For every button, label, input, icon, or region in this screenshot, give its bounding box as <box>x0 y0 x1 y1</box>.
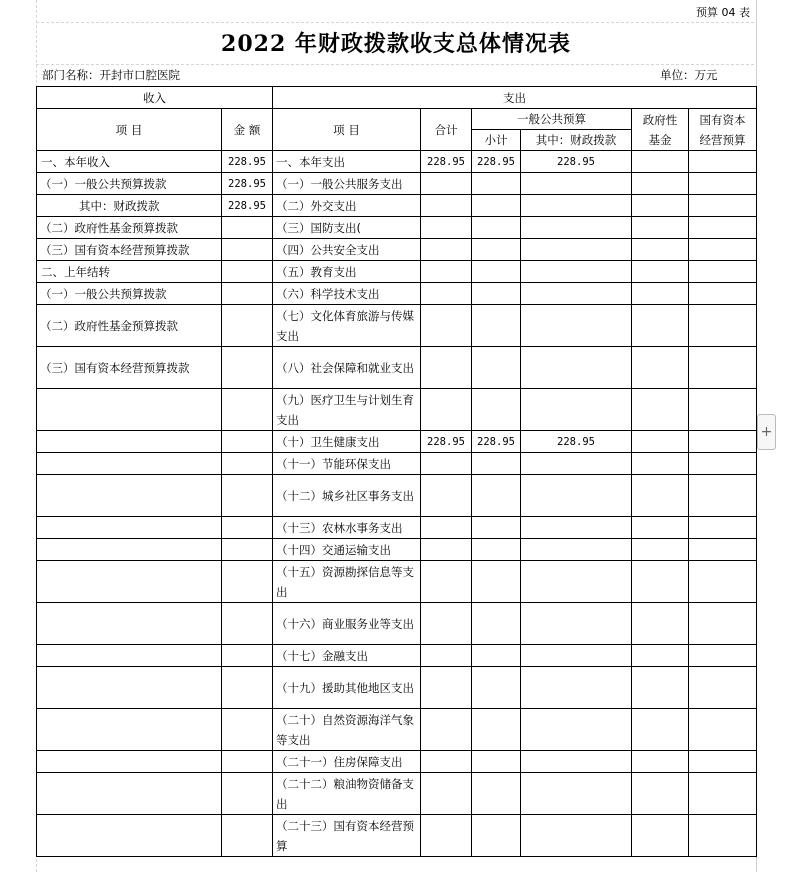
income-item-header: 项 目 <box>37 109 222 151</box>
income-amount-cell <box>222 709 273 751</box>
state-capital-cell <box>689 239 757 261</box>
fiscal-cell <box>521 773 632 815</box>
subtotal-cell <box>472 815 521 857</box>
state-capital-cell <box>689 667 757 709</box>
fiscal-cell <box>521 645 632 667</box>
income-item-cell <box>37 751 222 773</box>
state-capital-cell <box>689 305 757 347</box>
income-amount-cell: 228.95 <box>222 173 273 195</box>
expense-item-cell: （一）一般公共服务支出 <box>273 173 421 195</box>
total-cell <box>421 475 472 517</box>
income-item-cell: （一）一般公共预算拨款 <box>37 283 222 305</box>
income-amount-cell <box>222 261 273 283</box>
table-row <box>37 347 757 389</box>
total-cell <box>421 603 472 645</box>
subtotal-cell <box>472 239 521 261</box>
subtotal-cell <box>472 305 521 347</box>
income-item-cell <box>37 815 222 857</box>
income-amount-cell <box>222 539 273 561</box>
state-capital-header-line1: 国有资本 <box>699 112 746 127</box>
expense-item-cell: （十）卫生健康支出 <box>273 431 421 453</box>
gov-fund-header <box>632 109 689 151</box>
fiscal-cell <box>521 283 632 305</box>
income-amount-cell <box>222 453 273 475</box>
total-cell <box>421 667 472 709</box>
income-amount-cell <box>222 239 273 261</box>
gov-fund-cell <box>632 217 689 239</box>
fiscal-cell <box>521 389 632 431</box>
gov-fund-cell <box>632 261 689 283</box>
department-name: 部门名称：开封市口腔医院 <box>42 68 180 82</box>
state-capital-cell <box>689 561 757 603</box>
table-row <box>37 151 757 173</box>
gov-fund-cell <box>632 431 689 453</box>
total-cell <box>421 239 472 261</box>
total-cell <box>421 389 472 431</box>
state-capital-cell <box>689 431 757 453</box>
expense-item-cell: （二十）自然资源海洋气象等支出 <box>273 709 421 751</box>
subtotal-cell <box>472 517 521 539</box>
subtotal-cell <box>472 347 521 389</box>
total-cell <box>421 173 472 195</box>
gov-fund-cell <box>632 645 689 667</box>
state-capital-cell <box>689 151 757 173</box>
expense-item-cell: （十六）商业服务业等支出 <box>273 603 421 645</box>
expense-item-cell: （二十二）粮油物资储备支出 <box>273 773 421 815</box>
income-item-cell <box>37 539 222 561</box>
income-amount-cell <box>222 751 273 773</box>
gov-fund-cell <box>632 751 689 773</box>
income-amount-cell <box>222 561 273 603</box>
subtotal-cell <box>472 217 521 239</box>
table-row <box>37 603 757 645</box>
income-amount-cell <box>222 283 273 305</box>
gov-fund-cell <box>632 815 689 857</box>
state-capital-cell <box>689 283 757 305</box>
income-item-cell: （三）国有资本经营预算拨款 <box>37 239 222 261</box>
income-item-cell <box>37 517 222 539</box>
subtotal-cell <box>472 667 521 709</box>
income-amount-cell <box>222 815 273 857</box>
total-cell <box>421 305 472 347</box>
subtotal-cell <box>472 773 521 815</box>
state-capital-header <box>689 109 757 151</box>
gov-fund-header-line2: 基金 <box>648 132 672 147</box>
expense-item-cell: （九）医疗卫生与计划生育支出 <box>273 389 421 431</box>
table-row <box>37 453 757 475</box>
fiscal-cell <box>521 539 632 561</box>
expense-item-cell: （十七）金融支出 <box>273 645 421 667</box>
total-cell <box>421 561 472 603</box>
budget-table <box>36 86 757 857</box>
expense-item-cell: （十五）资源勘探信息等支出 <box>273 561 421 603</box>
total-cell <box>421 539 472 561</box>
gov-fund-cell <box>632 283 689 305</box>
income-item-cell <box>37 773 222 815</box>
fiscal-cell <box>521 561 632 603</box>
gov-fund-cell <box>632 603 689 645</box>
gov-fund-cell <box>632 773 689 815</box>
table-row <box>37 283 757 305</box>
subtotal-cell <box>472 603 521 645</box>
income-amount-cell <box>222 389 273 431</box>
table-row <box>37 389 757 431</box>
state-capital-cell <box>689 475 757 517</box>
income-amount-cell: 228.95 <box>222 151 273 173</box>
table-row <box>37 195 757 217</box>
subtotal-cell <box>472 709 521 751</box>
gov-fund-cell <box>632 347 689 389</box>
fiscal-cell <box>521 195 632 217</box>
total-cell <box>421 517 472 539</box>
gov-fund-header-line1: 政府性 <box>642 112 678 127</box>
table-row <box>37 173 757 195</box>
income-item-cell <box>37 603 222 645</box>
income-item-cell: 其中：财政拨款 <box>37 195 222 217</box>
expense-item-cell: （十一）节能环保支出 <box>273 453 421 475</box>
total-cell <box>421 773 472 815</box>
expense-item-cell: （七）文化体育旅游与传媒支出 <box>273 305 421 347</box>
state-capital-cell <box>689 173 757 195</box>
subtotal-cell <box>472 261 521 283</box>
fiscal-header: 其中：财政拨款 <box>521 130 632 151</box>
expense-item-cell: （四）公共安全支出 <box>273 239 421 261</box>
expense-item-cell: （十四）交通运输支出 <box>273 539 421 561</box>
expense-item-cell: （三）国防支出( <box>273 217 421 239</box>
state-capital-cell <box>689 389 757 431</box>
table-row <box>37 667 757 709</box>
gov-fund-cell <box>632 173 689 195</box>
table-row <box>37 305 757 347</box>
state-capital-cell <box>689 709 757 751</box>
table-row <box>37 261 757 283</box>
gov-fund-cell <box>632 195 689 217</box>
total-cell <box>421 283 472 305</box>
expense-item-cell: （六）科学技术支出 <box>273 283 421 305</box>
fiscal-cell <box>521 603 632 645</box>
table-row <box>37 709 757 751</box>
total-cell <box>421 709 472 751</box>
gov-fund-cell <box>632 151 689 173</box>
subtotal-cell <box>472 389 521 431</box>
gov-fund-cell <box>632 239 689 261</box>
income-item-cell <box>37 561 222 603</box>
subtotal-cell <box>472 195 521 217</box>
state-capital-cell <box>689 603 757 645</box>
fiscal-cell <box>521 261 632 283</box>
table-row <box>37 773 757 815</box>
state-capital-header-line2: 经营预算 <box>699 132 746 147</box>
form-code: 预算 04 表 <box>696 6 750 19</box>
gov-fund-cell <box>632 709 689 751</box>
income-amount-cell <box>222 667 273 709</box>
total-cell <box>421 195 472 217</box>
page-title: 2022 年财政拨款收支总体情况表 <box>221 31 571 57</box>
gov-fund-cell <box>632 453 689 475</box>
state-capital-cell <box>689 347 757 389</box>
fiscal-cell: 228.95 <box>521 431 632 453</box>
gov-fund-cell <box>632 539 689 561</box>
income-item-cell <box>37 453 222 475</box>
state-capital-cell <box>689 517 757 539</box>
table-row <box>37 239 757 261</box>
expense-item-cell: （二）外交支出 <box>273 195 421 217</box>
fiscal-cell <box>521 173 632 195</box>
subtotal-cell <box>472 453 521 475</box>
subtotal-cell <box>472 645 521 667</box>
income-amount-cell: 228.95 <box>222 195 273 217</box>
income-amount-cell <box>222 603 273 645</box>
fiscal-cell <box>521 347 632 389</box>
income-amount-cell <box>222 217 273 239</box>
income-item-cell <box>37 389 222 431</box>
expense-item-cell: （二十一）住房保障支出 <box>273 751 421 773</box>
state-capital-cell <box>689 539 757 561</box>
grid-line <box>36 22 754 23</box>
income-item-cell <box>37 475 222 517</box>
subtotal-cell <box>472 283 521 305</box>
gov-fund-cell <box>632 561 689 603</box>
income-item-cell: （一）一般公共预算拨款 <box>37 173 222 195</box>
income-amount-cell <box>222 475 273 517</box>
fiscal-cell <box>521 217 632 239</box>
table-row <box>37 517 757 539</box>
table-row <box>37 645 757 667</box>
table-row <box>37 815 757 857</box>
income-header: 收入 <box>37 87 273 109</box>
gov-fund-cell <box>632 667 689 709</box>
total-cell <box>421 261 472 283</box>
subtotal-header: 小计 <box>472 130 521 151</box>
total-cell <box>421 217 472 239</box>
table-row <box>37 561 757 603</box>
income-item-cell: （三）国有资本经营预算拨款 <box>37 347 222 389</box>
income-item-cell: 二、上年结转 <box>37 261 222 283</box>
total-cell <box>421 751 472 773</box>
total-cell <box>421 645 472 667</box>
fiscal-cell <box>521 709 632 751</box>
expense-item-cell: 一、本年支出 <box>273 151 421 173</box>
income-amount-cell <box>222 305 273 347</box>
income-item-cell <box>37 645 222 667</box>
expense-item-header: 项 目 <box>273 109 421 151</box>
subtotal-cell: 228.95 <box>472 431 521 453</box>
gov-fund-cell <box>632 475 689 517</box>
state-capital-cell <box>689 217 757 239</box>
state-capital-cell <box>689 261 757 283</box>
income-amount-header: 金 额 <box>222 109 273 151</box>
table-row <box>37 431 757 453</box>
state-capital-cell <box>689 773 757 815</box>
income-item-cell: （二）政府性基金预算拨款 <box>37 305 222 347</box>
state-capital-cell <box>689 751 757 773</box>
subtotal-cell <box>472 475 521 517</box>
gov-fund-cell <box>632 389 689 431</box>
income-item-cell: 一、本年收入 <box>37 151 222 173</box>
total-cell: 228.95 <box>421 431 472 453</box>
grid-line <box>36 64 754 65</box>
state-capital-cell <box>689 453 757 475</box>
fiscal-cell <box>521 815 632 857</box>
subtotal-cell <box>472 539 521 561</box>
fiscal-cell <box>521 305 632 347</box>
expense-item-cell: （十二）城乡社区事务支出 <box>273 475 421 517</box>
fiscal-cell <box>521 667 632 709</box>
fiscal-cell <box>521 475 632 517</box>
fiscal-cell <box>521 239 632 261</box>
income-amount-cell <box>222 773 273 815</box>
fiscal-cell <box>521 453 632 475</box>
total-cell <box>421 453 472 475</box>
subtotal-cell <box>472 173 521 195</box>
fiscal-cell <box>521 517 632 539</box>
income-item-cell: （二）政府性基金预算拨款 <box>37 217 222 239</box>
total-cell <box>421 815 472 857</box>
table-row <box>37 217 757 239</box>
total-header: 合计 <box>421 109 472 151</box>
unit-label: 单位：万元 <box>660 68 718 82</box>
gov-fund-cell <box>632 517 689 539</box>
fiscal-cell: 228.95 <box>521 151 632 173</box>
expense-item-cell: （五）教育支出 <box>273 261 421 283</box>
income-item-cell <box>37 431 222 453</box>
total-cell <box>421 347 472 389</box>
general-budget-header: 一般公共预算 <box>472 109 632 130</box>
subtotal-cell <box>472 561 521 603</box>
fiscal-cell <box>521 751 632 773</box>
table-row <box>37 751 757 773</box>
subtotal-cell <box>472 751 521 773</box>
expense-item-cell: （十三）农林水事务支出 <box>273 517 421 539</box>
income-amount-cell <box>222 347 273 389</box>
total-cell: 228.95 <box>421 151 472 173</box>
expense-header: 支出 <box>273 87 757 109</box>
expense-item-cell: （十九）援助其他地区支出 <box>273 667 421 709</box>
income-item-cell <box>37 667 222 709</box>
income-amount-cell <box>222 517 273 539</box>
add-sheet-button[interactable]: + <box>757 414 776 450</box>
table-row <box>37 475 757 517</box>
state-capital-cell <box>689 815 757 857</box>
state-capital-cell <box>689 195 757 217</box>
expense-item-cell: （八）社会保障和就业支出 <box>273 347 421 389</box>
income-amount-cell <box>222 645 273 667</box>
expense-item-cell: （二十三）国有资本经营预算 <box>273 815 421 857</box>
subtotal-cell: 228.95 <box>472 151 521 173</box>
income-amount-cell <box>222 431 273 453</box>
state-capital-cell <box>689 645 757 667</box>
income-item-cell <box>37 709 222 751</box>
gov-fund-cell <box>632 305 689 347</box>
table-row <box>37 539 757 561</box>
